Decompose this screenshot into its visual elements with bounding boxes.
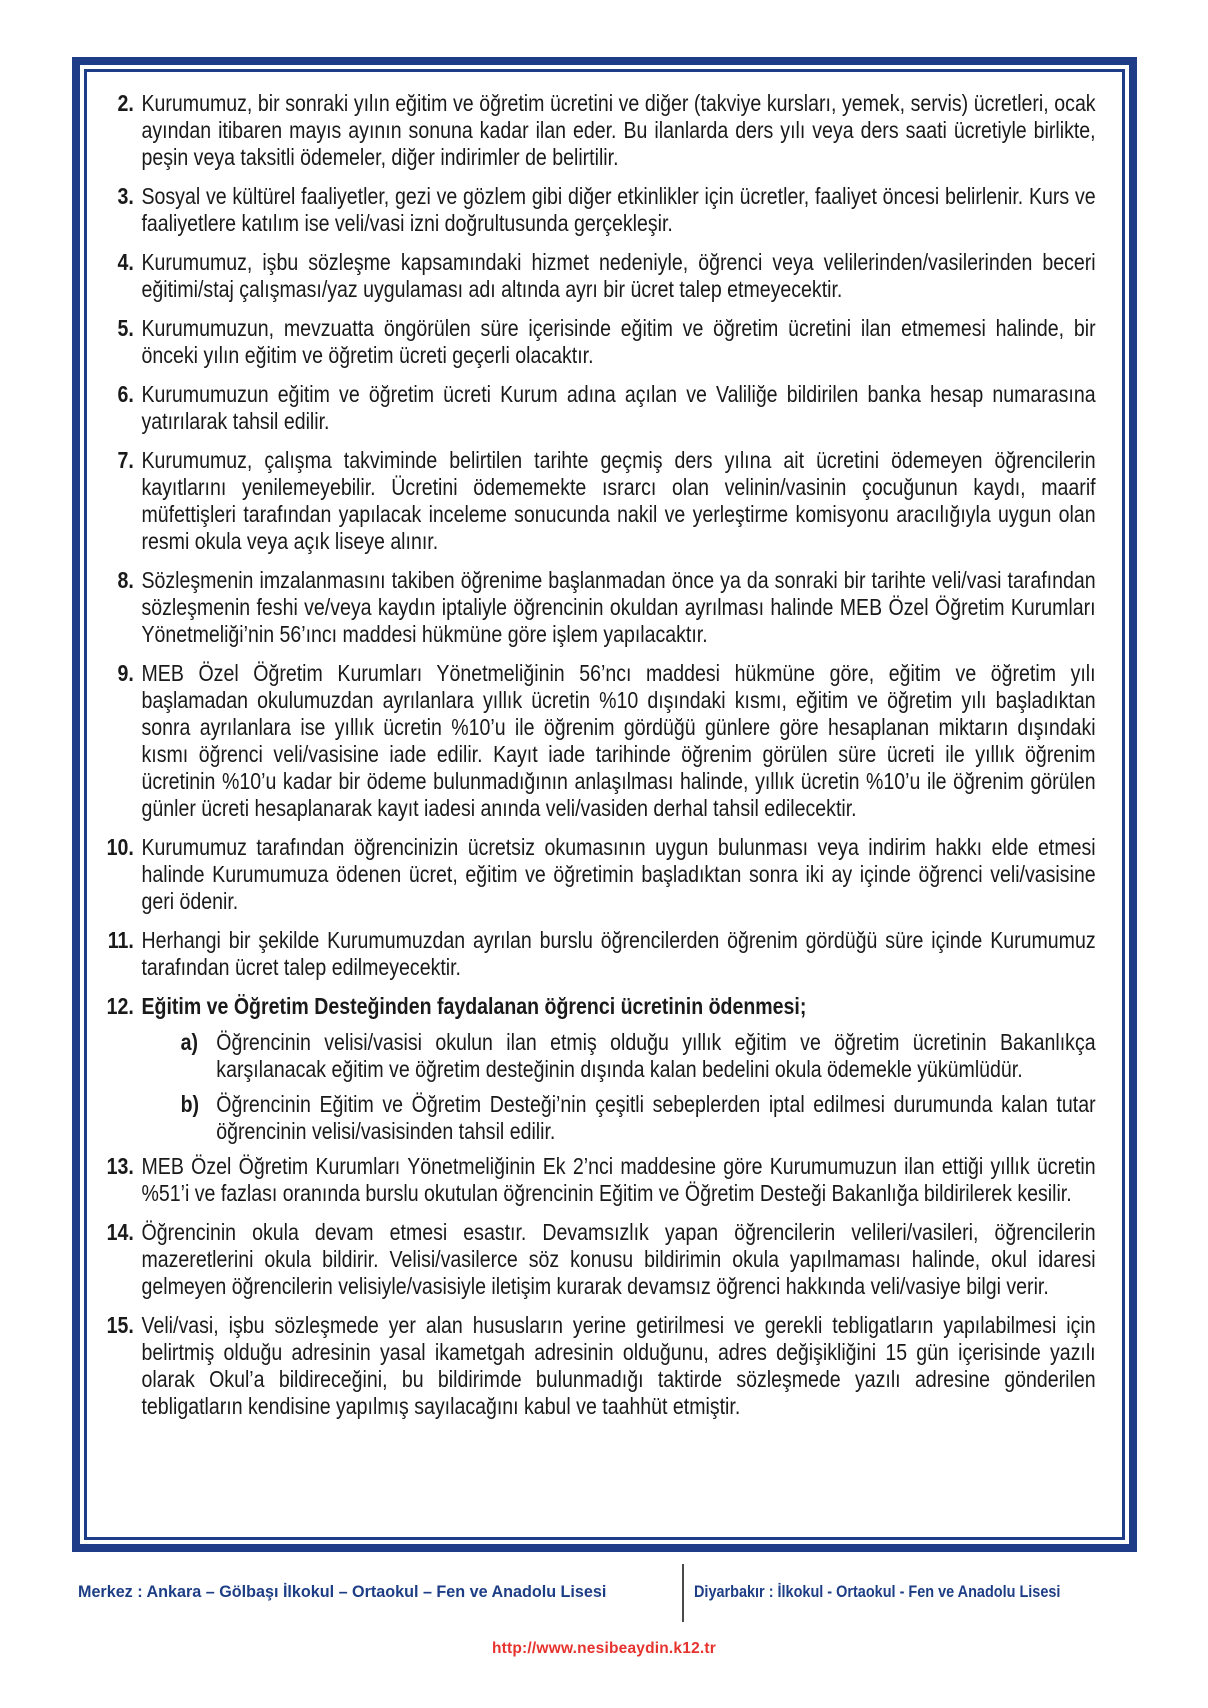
list-item — [99, 447, 1096, 555]
subitem-label: a) — [180, 1029, 198, 1055]
item-text: Kurumumuz tarafından öğrencinizin ücretsiz okumasının uygun bulunması veya indirim hakkı elde etmesi halinde Kurumumuza ödenen ücret, eğitim ve öğretimin başladıktan sonra iki ay içinde öğrenci veli/vasisine geri ödenir. — [141, 834, 1096, 914]
item-text: MEB Özel Öğretim Kurumları Yönetmeliğinin 56’ncı maddesi hükmüne göre, eğitim ve öğretim yılı başlamadan okulumuzdan ayrılanlara yıllık ücretin %10 dışındaki kısmı, eğitim ve öğretim yılı başladıktan sonra ayrılanlara ise yıllık ücretin %10’u ile öğrenim gördüğü günlere göre hesaplanan miktarın dışındaki kısmı öğrenci veli/vasisine iade edilir. Kayıt iade tarihinde öğrenim görülen süre ücreti ile yıllık öğrenim ücretinin %10’u kadar bir ödeme bulunmadığının anlaşılması halinde, yıllık ücretin %10’u ile öğrenim görülen günler ücreti hesaplanarak kayıt iadesi anında veli/vasiden derhal tahsil edilecektir. — [141, 660, 1096, 821]
item-number: 11. — [107, 927, 134, 953]
list-item — [99, 834, 1096, 915]
item-number: 6. — [117, 381, 134, 407]
item-text: Kurumumuzun eğitim ve öğretim ücreti Kurum adına açılan ve Valiliğe bildirilen banka hesap numarasına yatırılarak tahsil edilir. — [141, 381, 1096, 434]
item-number: 13. — [106, 1153, 134, 1179]
item-number: 8. — [117, 567, 134, 593]
list-item — [99, 1219, 1096, 1300]
item-text: Herhangi bir şekilde Kurumumuzdan ayrılan burslu öğrencilerden öğrenim gördüğü süre içinde Kurumumuz tarafından ücret talep edilmeyecektir. — [141, 927, 1096, 980]
clauses-list — [99, 90, 1096, 1420]
item-number: 5. — [117, 315, 134, 341]
sub-list-item — [181, 1091, 1096, 1145]
subitem-text: Öğrencinin Eğitim ve Öğretim Desteği’nin çeşitli sebeplerden iptal edilmesi durumunda kalan tutar öğrencinin velisi/vasisinden tahsil edilir. — [216, 1091, 1096, 1144]
item-heading-text: Eğitim ve Öğretim Desteğinden faydalanan öğrenci ücretinin ödenmesi; — [141, 993, 807, 1019]
list-item — [99, 183, 1096, 237]
item-text: Sosyal ve kültürel faaliyetler, gezi ve gözlem gibi diğer etkinlikler için ücretler, faaliyet öncesi belirlenir. Kurs ve faaliyetlere katılım ise veli/vasi izni doğrultusunda gerçekleşir. — [141, 183, 1096, 236]
item-number: 10. — [106, 834, 134, 860]
item-text: MEB Özel Öğretim Kurumları Yönetmeliğinin Ek 2’nci maddesine göre Kurumumuzun ilan ettiği yıllık ücretin %51’i ve fazlası oranında burslu okutulan öğrencinin Eğitim ve Öğretim Desteği Bakanlığa bildirilerek kesilir. — [141, 1153, 1096, 1206]
footer-divider — [682, 1564, 684, 1622]
list-item — [99, 381, 1096, 435]
footer-campus-ankara: Merkez : Ankara – Gölbaşı İlkokul – Ortaokul – Fen ve Anadolu Lisesi — [78, 1582, 607, 1601]
footer-campus-diyarbakir: Diyarbakır : İlkokul - Ortaokul - Fen ve Anadolu Lisesi — [694, 1582, 1061, 1601]
list-item — [99, 567, 1096, 648]
item-text: Sözleşmenin imzalanmasını takiben öğrenime başlanmadan önce ya da sonraki bir tarihte veli/vasi tarafından sözleşmenin feshi ve/veya kaydın iptaliyle öğrencinin okuldan ayrılması halinde MEB Özel Öğretim Kurumları Yönetmeliği’nin 56’ıncı maddesi hükmüne göre işlem yapılacaktır. — [141, 567, 1096, 647]
item-number: 4. — [117, 249, 134, 275]
website-url-link[interactable]: http://www.nesibeaydin.k12.tr — [492, 1640, 716, 1657]
item-number: 7. — [117, 447, 134, 473]
item-number: 15. — [106, 1312, 134, 1338]
list-item — [99, 249, 1096, 303]
list-item — [99, 315, 1096, 369]
item-text: Kurumumuz, çalışma takviminde belirtilen tarihte geçmiş ders yılına ait ücretini ödemeyen öğrencilerin kayıtlarını yenilemeyebilir. Ücretini ödememekte ısrarcı olan velinin/vasinin çocuğunun kaydı, maarif müfettişleri tarafından yapılacak inceleme sonucunda nakil ve yerleştirme komisyonu aracılığıyla uygun olan resmi okula veya açık liseye alınır. — [141, 447, 1096, 554]
item-text: Kurumumuzun, mevzuatta öngörülen süre içerisinde eğitim ve öğretim ücretini ilan etmemesi halinde, bir önceki yılın eğitim ve öğretim ücreti geçerli olacaktır. — [141, 315, 1096, 368]
item-text: Öğrencinin okula devam etmesi esastır. Devamsızlık yapan öğrencilerin velileri/vasileri, öğrencilerin mazeretlerini okula bildirir. Velisi/vasilerce söz konusu bildirimin okula yapılmaması halinde, okul idaresi gelmeyen öğrencilerin velisiyle/vasisiyle iletişim kurarak devamsız öğrenci hakkında veli/vasiye bilgi verir. — [141, 1219, 1096, 1299]
document-frame-inner — [84, 69, 1125, 1540]
item-number: 14. — [106, 1219, 134, 1245]
item-text: Kurumumuz, işbu sözleşme kapsamındaki hizmet nedeniyle, öğrenci veya velilerinden/vasilerinden beceri eğitimi/staj çalışması/yaz uygulaması adı altında ayrı bir ücret talep etmeyecektir. — [141, 249, 1096, 302]
subitem-label: b) — [180, 1091, 200, 1117]
item-number: 9. — [117, 660, 134, 686]
item-number: 3. — [117, 183, 134, 209]
item-text: Kurumumuz, bir sonraki yılın eğitim ve öğretim ücretini ve diğer (takviye kursları, yemek, servis) ücretleri, ocak ayından itibaren mayıs ayının sonuna kadar ilan eder. Bu ilanlarda ders yılı veya ders saati ücretiyle birlikte, peşin veya taksitli ödemeler, diğer indirimler de belirtilir. — [141, 90, 1096, 170]
list-item — [99, 927, 1096, 981]
item-number: 12. — [106, 993, 134, 1019]
list-item — [99, 1312, 1096, 1420]
list-item — [99, 90, 1096, 171]
list-item — [99, 1153, 1096, 1207]
subitem-text: Öğrencinin velisi/vasisi okulun ilan etmiş olduğu yıllık eğitim ve öğretim ücretinin Bakanlıkça karşılanacak eğitim ve öğretim desteğinin dışında kalan bedelini okula ödemekle yükümlüdür. — [216, 1029, 1096, 1082]
list-item-heading — [99, 993, 1096, 1020]
item-text: Veli/vasi, işbu sözleşmede yer alan hususların yerine getirilmesi ve gerekli tebligatların yapılabilmesi için belirtmiş olduğu adresinin yasal ikametgah adresinin olduğunu, adres değişikliğini 15 gün içerisinde yazılı olarak Okul’a bildireceğini, bu bildirimde bulunmadığı taktirde sözleşmede yazılı adresine gönderilen tebligatların kendisine yapılmış sayılacağını kabul ve taahhüt etmiştir. — [141, 1312, 1096, 1419]
document-frame — [72, 57, 1137, 1552]
item-number: 2. — [117, 90, 134, 116]
list-item — [99, 660, 1096, 822]
sub-list-item — [181, 1029, 1096, 1083]
